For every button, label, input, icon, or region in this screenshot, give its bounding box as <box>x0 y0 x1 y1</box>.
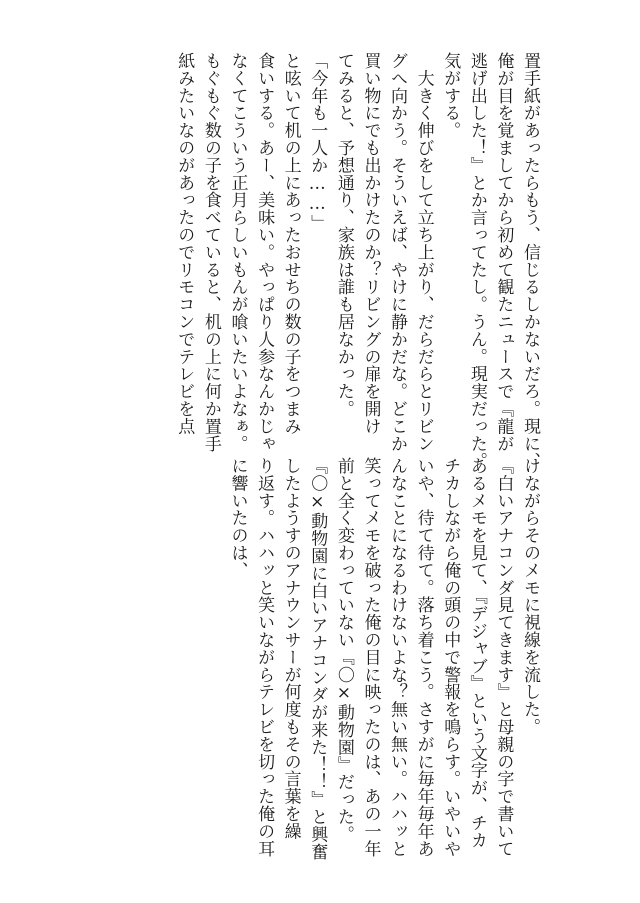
text-line: と呟いて机の上にあったおせちの数の子をつまみ <box>280 52 301 435</box>
text-line: けながらそのメモに視線を流した。 <box>520 457 540 736</box>
text-line: 気がする。 <box>440 52 461 139</box>
text-line: 『白いアナコンダ見てきます』と母親の字で書いて <box>493 457 514 858</box>
text-line: チカしながら俺の頭の中で警報を鳴らす。いやいや <box>440 457 461 858</box>
text-line: したようすのアナウンサーが何度もその言葉を繰 <box>280 457 301 840</box>
top-text-block <box>171 52 543 470</box>
text-line: 食いする。あー、美味い。やっぱり人参なんかじゃ <box>254 52 275 453</box>
text-line: いや、待て待て。落ち着こう。さすがに毎年毎年あ <box>413 457 434 858</box>
text-line: 置手紙があったらもう、信じるしかないだろ。現に、 <box>520 52 540 470</box>
text-line: グへ向かう。そういえば、やけに静かだな。どこか <box>387 52 408 453</box>
text-line: もぐもぐ数の子を食べていると、机の上に何か置手 <box>200 52 221 453</box>
text-line: 大きく伸びをして立ち上がり、だらだらとリビン <box>413 52 434 453</box>
text-line: んなことになるわけないよな？無い無い。ハハッと <box>387 457 408 858</box>
text-line: 「今年も一人か……」 <box>307 52 328 232</box>
text-line: てみると、予想通り、家族は誰も居なかった。 <box>333 52 354 418</box>
text-line: 買い物にでも出かけたのか？リビングの扉を開け <box>360 52 381 435</box>
text-line: 逃げ出した！』とか言ってたし。うん。現実だった。 <box>466 52 487 470</box>
text-line: に響いたのは、 <box>227 457 248 579</box>
text-line: あるメモを見て、『デジャブ』という文字が、チカ <box>466 457 487 849</box>
text-line: 笑ってメモを破った俺の目に映ったのは、あの一年 <box>360 457 381 858</box>
text-line: り返す。ハハッと笑いながらテレビを切った俺の耳 <box>254 457 275 858</box>
text-line: 前と全く変わっていない『〇×動物園』だった。 <box>333 457 354 843</box>
text-line: 『〇×動物園に白いアナコンダが来た！！』と興奮 <box>307 457 328 861</box>
text-line: 俺が目を覚ましてから初めて観たニュースで『龍が <box>493 52 514 453</box>
text-line: なくてこういう正月らしいもんが喰いたいよなぁ。 <box>227 52 248 453</box>
text-line: 紙みたいなのがあったのでリモコンでテレビを点 <box>174 52 195 435</box>
bottom-text-block <box>224 457 543 861</box>
